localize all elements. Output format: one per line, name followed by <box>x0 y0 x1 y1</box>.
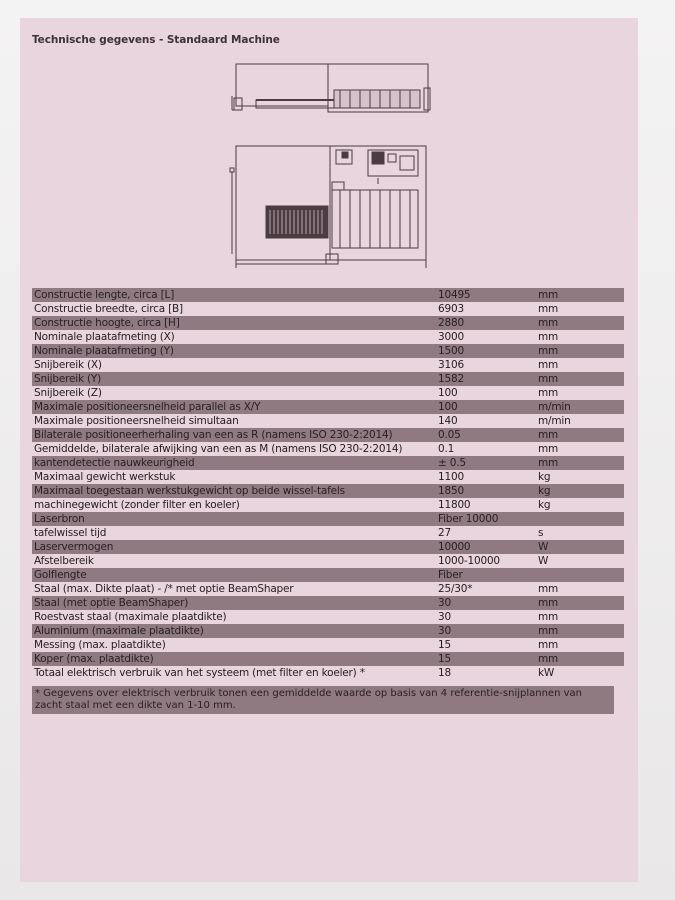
spec-unit: mm <box>538 429 559 441</box>
spec-label: Afstelbereik <box>34 555 94 567</box>
spec-row <box>32 386 624 400</box>
spec-unit: mm <box>538 289 559 301</box>
spec-row <box>32 372 624 386</box>
spec-unit: m/min <box>538 415 571 427</box>
spec-row <box>32 428 624 442</box>
spec-row <box>32 358 624 372</box>
spec-label: Maximaal gewicht werkstuk <box>34 471 176 483</box>
spec-label: Totaal elektrisch verbruik van het systeem (met filter en koeler) * <box>34 667 365 679</box>
spec-unit: W <box>538 555 549 567</box>
spec-label: Snijbereik (Z) <box>34 387 102 399</box>
spec-row <box>32 400 624 414</box>
spec-unit: mm <box>538 597 559 609</box>
spec-unit: m/min <box>538 401 571 413</box>
spec-value: 27 <box>438 527 451 539</box>
spec-unit: mm <box>538 359 559 371</box>
spec-row <box>32 610 624 624</box>
machine-top-view <box>230 146 426 268</box>
spec-unit: kW <box>538 667 555 679</box>
spec-value: 25/30* <box>438 583 473 595</box>
spec-label: Golflengte <box>34 569 87 581</box>
spec-label: Snijbereik (Y) <box>34 373 101 385</box>
spec-value: 0.1 <box>438 443 455 455</box>
spec-unit: mm <box>538 583 559 595</box>
spec-value: 100 <box>438 387 458 399</box>
machine-drawing <box>20 18 638 288</box>
spec-label: Gemiddelde, bilaterale afwijking van een as M (namens ISO 230-2:2014) <box>34 443 403 455</box>
spec-value: 1100 <box>438 471 464 483</box>
spec-unit: W <box>538 541 549 553</box>
spec-label: Nominale plaatafmeting (Y) <box>34 345 174 357</box>
spec-value: 100 <box>438 401 458 413</box>
spec-unit: mm <box>538 387 559 399</box>
spec-value: 1582 <box>438 373 464 385</box>
spec-label: tafelwissel tijd <box>34 527 107 539</box>
spec-row <box>32 288 624 302</box>
spec-unit <box>534 512 614 514</box>
spec-row <box>32 414 624 428</box>
spec-row <box>32 596 624 610</box>
spec-row <box>32 526 624 540</box>
spec-label: Constructie breedte, circa [B] <box>34 303 183 315</box>
spec-value: 15 <box>438 639 451 651</box>
spec-row <box>32 484 624 498</box>
spec-label: Messing (max. plaatdikte) <box>34 639 166 651</box>
spec-label: Laserbron <box>34 513 85 525</box>
spec-value: 1850 <box>438 485 464 497</box>
spec-unit: mm <box>538 611 559 623</box>
spec-label: machinegewicht (zonder filter en koeler) <box>34 499 240 511</box>
spec-label: Maximaal toegestaan werkstukgewicht op beide wissel-tafels <box>34 485 345 497</box>
spec-value: 6903 <box>438 303 464 315</box>
spec-unit: mm <box>538 345 559 357</box>
spec-value: 3000 <box>438 331 464 343</box>
spec-row <box>32 638 624 652</box>
spec-row <box>32 316 624 330</box>
spec-label: Bilaterale positioneerherhaling van een as R (namens ISO 230-2:2014) <box>34 429 393 441</box>
spec-label: Maximale positioneersnelheid simultaan <box>34 415 239 427</box>
spec-value: 1500 <box>438 345 464 357</box>
spec-value: 11800 <box>438 499 471 511</box>
spec-value: 15 <box>438 653 451 665</box>
spec-value: 30 <box>438 625 451 637</box>
spec-unit: mm <box>538 457 559 469</box>
spec-row <box>32 302 624 316</box>
spec-label: Laservermogen <box>34 541 114 553</box>
spec-unit: mm <box>538 443 559 455</box>
spec-label: Constructie hoogte, circa [H] <box>34 317 180 329</box>
spec-label: Aluminium (maximale plaatdikte) <box>34 625 204 637</box>
spec-label: Nominale plaatafmeting (X) <box>34 331 175 343</box>
spec-unit: mm <box>538 317 559 329</box>
spec-label: Staal (max. Dikte plaat) - /* met optie BeamShaper <box>34 583 294 595</box>
spec-label: Roestvast staal (maximale plaatdikte) <box>34 611 227 623</box>
spec-value: Fiber <box>438 569 463 581</box>
spec-row <box>32 624 624 638</box>
spec-value: 18 <box>438 667 451 679</box>
spec-row <box>32 470 624 484</box>
spec-row <box>32 554 624 568</box>
spec-value: 10495 <box>438 289 471 301</box>
spec-unit: mm <box>538 373 559 385</box>
spec-value: 30 <box>438 597 451 609</box>
spec-row <box>32 540 624 554</box>
spec-unit: kg <box>538 499 551 511</box>
spec-row <box>32 344 624 358</box>
machine-side-view <box>232 64 430 112</box>
spec-row <box>32 652 624 666</box>
document-title: Technische gegevens - Standaard Machine <box>32 34 280 46</box>
spec-unit: mm <box>538 653 559 665</box>
spec-unit: mm <box>538 303 559 315</box>
spec-label: Constructie lengte, circa [L] <box>34 289 175 301</box>
spec-row <box>32 568 624 582</box>
spec-value: Fiber 10000 <box>438 513 499 525</box>
spec-value: 2880 <box>438 317 464 329</box>
spec-value: 1000-10000 <box>438 555 500 567</box>
spec-unit: mm <box>538 331 559 343</box>
spec-value: 140 <box>438 415 458 427</box>
spec-row <box>32 330 624 344</box>
spec-label: Snijbereik (X) <box>34 359 102 371</box>
spec-value: 0.05 <box>438 429 461 441</box>
spec-label: Staal (met optie BeamShaper) <box>34 597 189 609</box>
spec-table <box>32 288 624 714</box>
spec-value: ± 0.5 <box>438 457 466 469</box>
spec-value: 3106 <box>438 359 464 371</box>
spec-unit: kg <box>538 471 551 483</box>
spec-row <box>32 582 624 596</box>
footnote: * Gegevens over elektrisch verbruik tonen een gemiddelde waarde op basis van 4 referentie-snijplannen van zacht staal met een dikte van 1-10 mm. <box>32 686 614 714</box>
spec-sheet <box>20 18 638 882</box>
spec-value: 30 <box>438 611 451 623</box>
spec-label: kantendetectie nauwkeurigheid <box>34 457 195 469</box>
spec-unit: kg <box>538 485 551 497</box>
spec-unit: s <box>538 527 544 539</box>
spec-row <box>32 512 624 526</box>
spec-unit <box>534 568 614 570</box>
spec-value: 10000 <box>438 541 471 553</box>
spec-row <box>32 498 624 512</box>
spec-row <box>32 442 624 456</box>
spec-label: Maximale positioneersnelheid parallel as X/Y <box>34 401 261 413</box>
spec-unit: mm <box>538 639 559 651</box>
spec-row <box>32 456 624 470</box>
spec-label: Koper (max. plaatdikte) <box>34 653 154 665</box>
spec-unit: mm <box>538 625 559 637</box>
spec-row <box>32 666 624 680</box>
